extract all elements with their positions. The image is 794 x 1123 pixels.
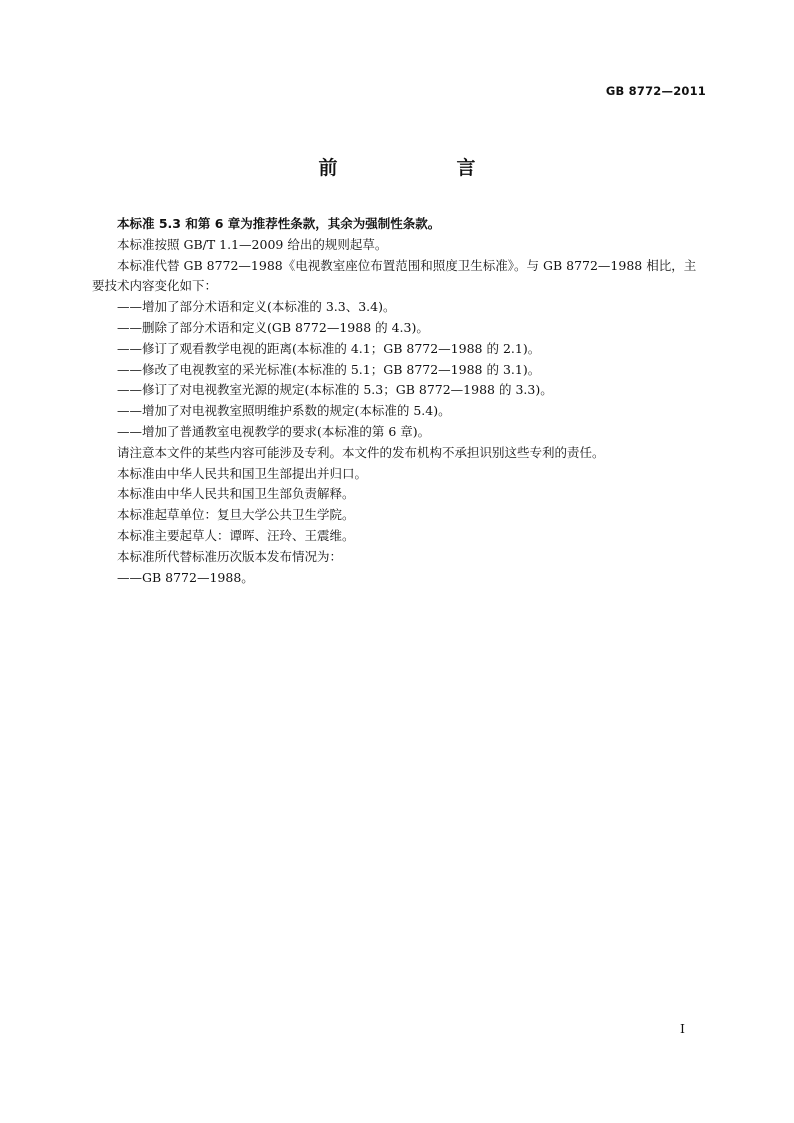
page-title: 前 言 (318, 157, 526, 179)
change-item: ——修订了对电视教室光源的规定(本标准的 5.3；GB 8772—1988 的 3.3)。 (117, 382, 553, 398)
paragraph-patent-notice: 请注意本文件的某些内容可能涉及专利。本文件的发布机构不承担识别这些专利的责任。 (117, 444, 605, 460)
change-item: ——删除了部分术语和定义(GB 8772—1988 的 4.3)。 (117, 319, 429, 335)
change-item: ——修订了观看教学电视的距离(本标准的 4.1；GB 8772—1988 的 2.1)。 (117, 340, 541, 356)
change-item: ——增加了部分术语和定义(本标准的 3.3、3.4)。 (117, 299, 396, 315)
change-item: ——增加了对电视教室照明维护系数的规定(本标准的 5.4)。 (117, 403, 451, 419)
paragraph-proposer: 本标准由中华人民共和国卫生部提出并归口。 (117, 465, 368, 481)
page-number: I (680, 1021, 685, 1036)
paragraph-previous-editions: 本标准所代替标准历次版本发布情况为： (117, 548, 343, 564)
paragraph-interpreter: 本标准由中华人民共和国卫生部负责解释。 (117, 486, 355, 502)
change-item: ——增加了普通教室电视教学的要求(本标准的第 6 章)。 (117, 423, 431, 439)
paragraph-replacement: 本标准代替 GB 8772—1988《电视教室座位布置范围和照度卫生标准》。与 GB 8772—1988 相比，主要技术内容变化如下： (92, 257, 697, 294)
paragraph-clause-type: 本标准 5.3 和第 6 章为推荐性条款，其余为强制性条款。 (117, 216, 441, 231)
paragraph-drafters: 本标准主要起草人：谭晖、汪玲、王震维。 (117, 527, 355, 543)
previous-edition-item: ——GB 8772—1988。 (117, 569, 254, 585)
standard-code-header: GB 8772—2011 (605, 84, 706, 98)
foreword-body (92, 214, 704, 588)
paragraph-drafting-unit: 本标准起草单位：复旦大学公共卫生学院。 (117, 507, 355, 523)
paragraph-drafting-rules: 本标准按照 GB/T 1.1—2009 给出的规则起草。 (117, 236, 388, 252)
change-item: ——修改了电视教室的采光标准(本标准的 5.1；GB 8772—1988 的 3.1)。 (117, 361, 541, 377)
